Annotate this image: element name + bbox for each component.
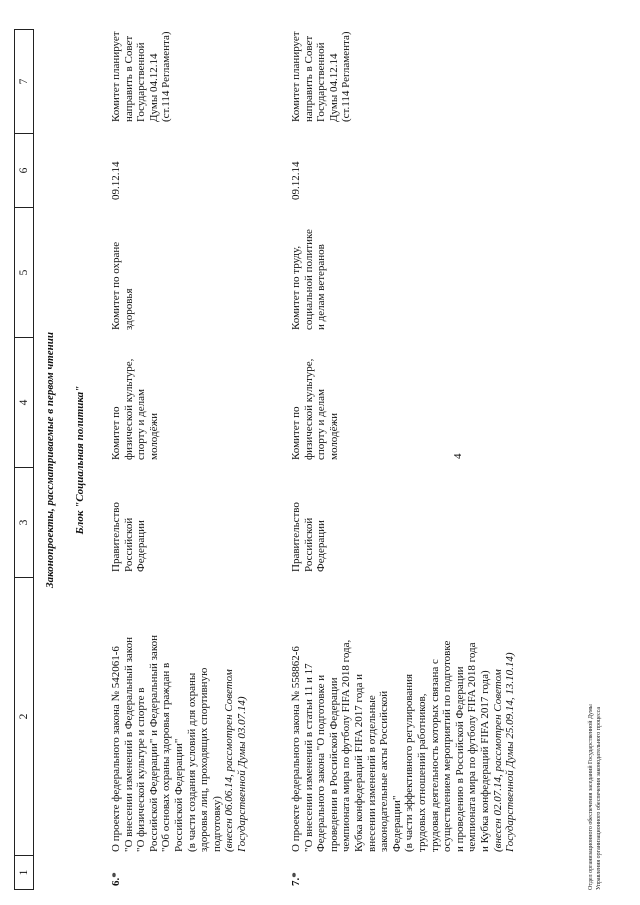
lead-committee [110, 352, 160, 460]
author [290, 502, 328, 572]
text-line: здоровья [122, 288, 135, 330]
column-header-row [15, 30, 34, 890]
text-line: (ст.114 Регламента) [340, 31, 353, 122]
text-line: Российской Федерации" и Федеральный закон [147, 635, 160, 852]
text-line: законодательные акты Российской [378, 690, 391, 852]
text-line: проведении в Российской Федерации [327, 677, 340, 852]
text-line: (внесен 02.07.14, рассмотрен Советом [491, 669, 504, 852]
text-line: Правительство [110, 502, 122, 572]
text-line: направить в Совет [302, 35, 315, 122]
column-header-7: 7 [15, 30, 34, 134]
text-line: (в части эффективного регулирования [403, 673, 416, 852]
text-line: Думы 04.12.14 [147, 53, 160, 122]
column-header-1: 1 [15, 856, 34, 890]
text-line: трудовая деятельность которых связана с [428, 659, 441, 852]
text-line: и Кубка конфедераций FIFA 2017 года) [478, 670, 491, 852]
text-line: (внесен 06.06.14, рассмотрен Советом [223, 669, 236, 852]
text-line: внесении изменений в отдельные [365, 695, 378, 852]
text-line: Государственной Думы 03.07.14) [235, 696, 248, 852]
status-note [110, 24, 173, 122]
text-line: трудовых отношений работников, [415, 693, 428, 852]
bill-title [290, 596, 517, 852]
text-line: Думы 04.12.14 [327, 53, 340, 122]
text-line: Комитет планирует [110, 31, 122, 122]
text-line: Федерации" [390, 795, 403, 852]
text-line: направить в Совет [122, 35, 135, 122]
text-line: и делам ветеранов [315, 244, 328, 330]
bill-title [110, 596, 249, 852]
column-header-6: 6 [15, 134, 34, 208]
text-line: Российской [302, 517, 315, 572]
text-line: Комитет планирует [290, 31, 302, 122]
text-line: Комитет по охране [110, 241, 122, 330]
text-line: "Об основах охраны здоровья граждан в [160, 662, 173, 852]
text-line: "О внесении изменений в статьи 11 и 17 [302, 663, 315, 852]
text-line: Российской [122, 517, 135, 572]
text-line: Кубка конфедераций FIFA 2017 года и [352, 673, 365, 852]
text-line: социальной политике [302, 229, 315, 330]
rotated-page-content [14, 18, 624, 890]
text-line: О проекте федерального закона № 542061-6 [110, 646, 122, 852]
text-line: (ст.114 Регламента) [160, 31, 173, 122]
text-line: Федерации [135, 520, 148, 572]
text-line: молодёжи [147, 413, 160, 460]
review-date: 09.12.14 [110, 161, 122, 200]
text-line: Правительство [290, 502, 302, 572]
text-line: подготовку) [210, 796, 223, 852]
text-line: Федерации [315, 520, 328, 572]
column-header-5: 5 [15, 208, 34, 338]
text-line: здоровья лиц, проходящих спортивную [198, 667, 211, 852]
column-header-table [14, 29, 34, 890]
text-line: О проекте федерального закона № 558862-6 [290, 646, 302, 852]
item-number: 7.* [290, 872, 302, 886]
co-committee [110, 222, 135, 330]
text-line: молодёжи [327, 413, 340, 460]
text-line: спорту и делам [315, 389, 328, 460]
text-line: физической культуре, [302, 358, 315, 460]
text-line: "О внесении изменений в Федеральный закон [122, 637, 135, 852]
item-number: 6.* [110, 872, 122, 886]
status-note [290, 24, 353, 122]
text-line: Федерального закона "О подготовке и [315, 674, 328, 852]
text-line: Комитет по [290, 406, 302, 460]
block-title: Блок "Социальная политика" [74, 385, 86, 535]
text-line: Комитет по труду, [290, 245, 302, 330]
text-line: физической культуре, [122, 358, 135, 460]
text-line: (в части создания условий для охраны [185, 672, 198, 852]
text-line: Государственной [135, 42, 148, 122]
text-line: чемпионата мира по футболу FIFA 2018 года, [340, 639, 353, 852]
co-committee [290, 222, 328, 330]
footer [588, 390, 603, 890]
footer-line: Управления организационного обеспечения законодательного процесса [595, 706, 602, 890]
text-line: Комитет по [110, 406, 122, 460]
text-line: и проведению в Российской Федерации [453, 666, 466, 852]
column-header-3: 3 [15, 468, 34, 578]
text-line: осуществлением мероприятий по подготовке [441, 640, 454, 852]
page-number: 4 [452, 453, 464, 459]
column-header-2: 2 [15, 578, 34, 856]
text-line: Государственной [315, 42, 328, 122]
text-line: чемпионата мира по футболу FIFA 2018 года [466, 642, 479, 852]
lead-committee [290, 352, 340, 460]
review-date: 09.12.14 [290, 161, 302, 200]
column-header-4: 4 [15, 338, 34, 468]
text-line: Российской Федерации" [172, 738, 185, 852]
text-line: спорту и делам [135, 389, 148, 460]
text-line: Государственной Думы 25.09.14, 13.10.14) [504, 652, 517, 852]
section-title: Законопроекты, рассматриваемые в первом чтении [44, 332, 56, 588]
footer-line: Отдел организационного обеспечения заседаний Государственной Думы [588, 704, 594, 890]
author [110, 502, 148, 572]
text-line: "О физической культуре и спорте в [135, 687, 148, 852]
